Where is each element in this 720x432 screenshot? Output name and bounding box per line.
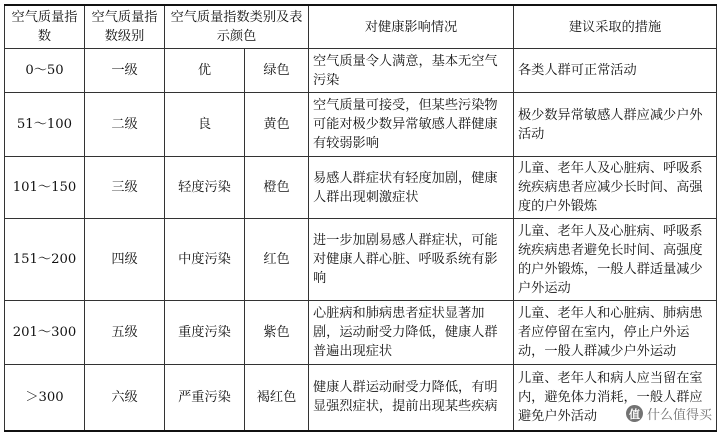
cell-category: 中度污染 xyxy=(165,219,245,301)
cell-measures: 各类人群可正常活动 xyxy=(514,49,717,93)
cell-color: 绿色 xyxy=(245,49,309,93)
cell-level: 二级 xyxy=(85,93,165,157)
cell-color: 褐红色 xyxy=(245,365,309,431)
cell-health: 进一步加剧易感人群症状，可能对健康人群心脏、呼吸系统有影响 xyxy=(309,219,514,301)
cell-measures: 极少数异常敏感人群应减少户外活动 xyxy=(514,93,717,157)
watermark xyxy=(626,404,712,423)
table-row xyxy=(5,49,717,93)
cell-aqi: 151～200 xyxy=(5,219,85,301)
cell-aqi: 51～100 xyxy=(5,93,85,157)
cell-category: 严重污染 xyxy=(165,365,245,431)
header-aqi: 空气质量指数 xyxy=(5,5,85,49)
cell-color: 红色 xyxy=(245,219,309,301)
header-health: 对健康影响情况 xyxy=(309,5,514,49)
table-row xyxy=(5,301,717,365)
table-row xyxy=(5,93,717,157)
cell-level: 五级 xyxy=(85,301,165,365)
header-measures: 建议采取的措施 xyxy=(514,5,717,49)
watermark-text: 什么值得买 xyxy=(646,408,712,423)
cell-color: 橙色 xyxy=(245,157,309,219)
cell-color: 黄色 xyxy=(245,93,309,157)
cell-level: 四级 xyxy=(85,219,165,301)
cell-level: 六级 xyxy=(85,365,165,431)
cell-measures: 儿童、老年人及心脏病、呼吸系统疾病患者避免长时间、高强度的户外锻炼，一般人群适量减少户外运动 xyxy=(514,219,717,301)
table-row xyxy=(5,219,717,301)
header-category: 空气质量指数类别及表示颜色 xyxy=(165,5,309,49)
cell-health: 心脏病和肺病患者症状显著加剧，运动耐受力降低，健康人群普遍出现症状 xyxy=(309,301,514,365)
table-row xyxy=(5,365,717,431)
cell-aqi: 0～50 xyxy=(5,49,85,93)
cell-aqi: 101～150 xyxy=(5,157,85,219)
cell-color: 紫色 xyxy=(245,301,309,365)
cell-measures: 儿童、老年人和病人应当留在室内，避免体力消耗，一般人群应避免户外活动 xyxy=(514,365,717,431)
cell-health: 易感人群症状有轻度加剧，健康人群出现刺激症状 xyxy=(309,157,514,219)
smzdm-logo-icon: 值 xyxy=(626,405,643,422)
cell-measures: 儿童、老年人及心脏病、呼吸系统疾病患者应减少长时间、高强度的户外锻炼 xyxy=(514,157,717,219)
header-level: 空气质量指数级别 xyxy=(85,5,165,49)
header-row xyxy=(5,5,717,49)
cell-category: 优 xyxy=(165,49,245,93)
cell-category: 良 xyxy=(165,93,245,157)
cell-measures: 儿童、老年人和心脏病、肺病患者应停留在室内，停止户外运动，一般人群减少户外运动 xyxy=(514,301,717,365)
cell-category: 重度污染 xyxy=(165,301,245,365)
cell-aqi: ＞300 xyxy=(5,365,85,431)
air-quality-table xyxy=(4,4,717,432)
table-row xyxy=(5,157,717,219)
cell-aqi: 201～300 xyxy=(5,301,85,365)
cell-category: 轻度污染 xyxy=(165,157,245,219)
cell-health: 空气质量令人满意，基本无空气污染 xyxy=(309,49,514,93)
cell-level: 三级 xyxy=(85,157,165,219)
cell-health: 健康人群运动耐受力降低，有明显强烈症状，提前出现某些疾病 xyxy=(309,365,514,431)
cell-health: 空气质量可接受，但某些污染物可能对极少数异常敏感人群健康有较弱影响 xyxy=(309,93,514,157)
cell-level: 一级 xyxy=(85,49,165,93)
